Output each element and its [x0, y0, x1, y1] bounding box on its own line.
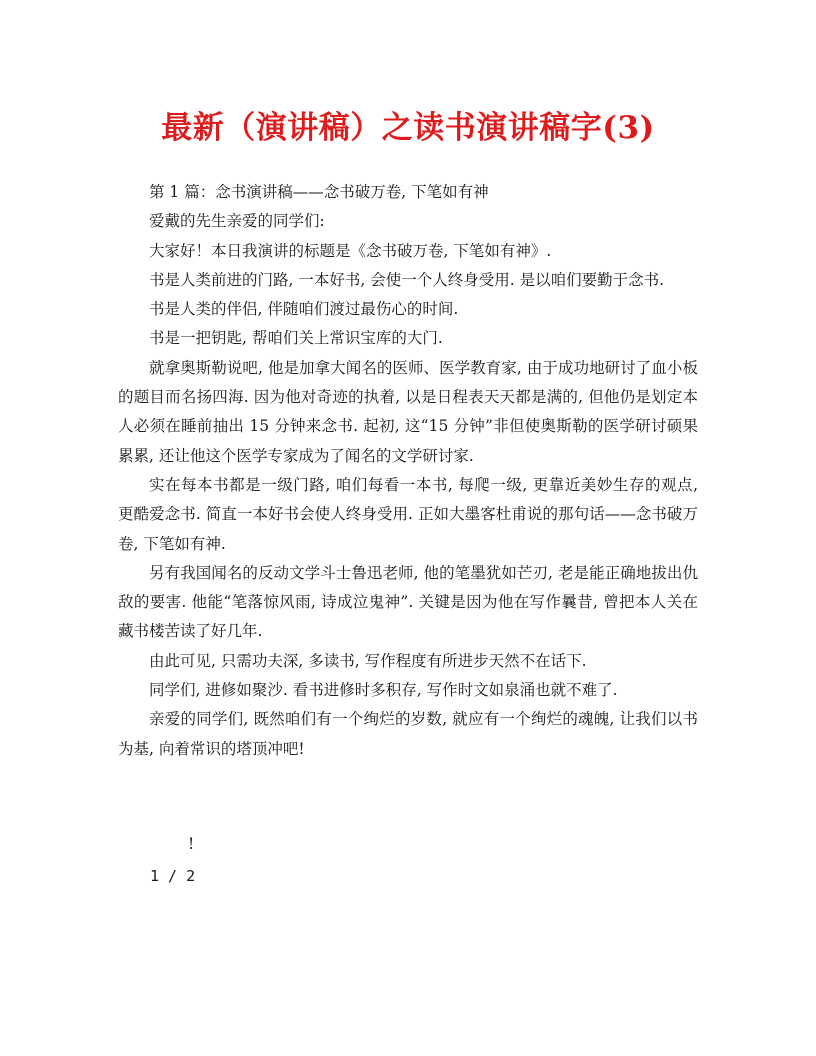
paragraph-greeting: 大家好！本日我演讲的标题是《念书破万卷, 下笔如有神》.	[149, 241, 552, 260]
paragraph: 就拿奥斯勒说吧, 他是加拿大闻名的医师、医学教育家, 由于成功地研讨了血小板的题目而名扬四海. 因为他对奇迹的执着, 以是日程表天天都是满的, 但他仍是划定本人必须在睡前抽出 15 分钟来念书. 起初, 这“15 分钟”非但使奥斯勒的医学研讨硕果累累, 还让他这个医学专家成为了闻名的文学研讨家.	[118, 358, 698, 465]
paragraph-closing: 亲爱的同学们, 既然咱们有一个绚烂的岁数, 就应有一个绚烂的魂魄, 让我们以书为基, 向着常识的塔顶冲吧!	[118, 710, 698, 758]
paragraph: 另有我国闻名的反动文学斗士鲁迅老师, 他的笔墨犹如芒刃, 老是能正确地拔出仇敌的要害. 他能“笔落惊风雨, 诗成泣鬼神”. 关键是因为他在写作曩昔, 曾把本人关在藏书楼苦读了好几年.	[118, 563, 698, 641]
paragraph: 书是人类的伴侣, 伴随咱们渡过最伤心的时间.	[149, 300, 459, 319]
paragraph: 实在每本书都是一级门路, 咱们每看一本书, 每爬一级, 更靠近美妙生存的观点, 更酷爱念书. 简直一本好书会使人终身受用. 正如大墨客杜甫说的那句话——念书破万卷, 下笔如有神.	[118, 475, 698, 553]
paragraph: 书是一把钥匙, 帮咱们关上常识宝库的大门.	[149, 329, 443, 348]
trailing-mark: !	[188, 835, 195, 853]
paragraph: 由此可见, 只需功夫深, 多读书, 写作程度有所进步天然不在话下.	[149, 651, 587, 670]
paragraph-heading: 第 1 篇：念书演讲稿——念书破万卷, 下笔如有神	[149, 183, 489, 201]
document-body	[118, 178, 698, 764]
paragraph: 同学们, 进修如聚沙. 看书进修时多积存, 写作时文如泉涌也就不难了.	[149, 681, 618, 700]
page-title: 最新（演讲稿）之读书演讲稿字(3)	[161, 110, 655, 146]
page-number: 1 / 2	[150, 867, 196, 885]
paragraph: 书是人类前进的门路, 一本好书, 会使一个人终身受用. 是以咱们要勤于念书.	[149, 270, 664, 289]
paragraph-salutation: 爱戴的先生亲爱的同学们:	[149, 212, 325, 231]
